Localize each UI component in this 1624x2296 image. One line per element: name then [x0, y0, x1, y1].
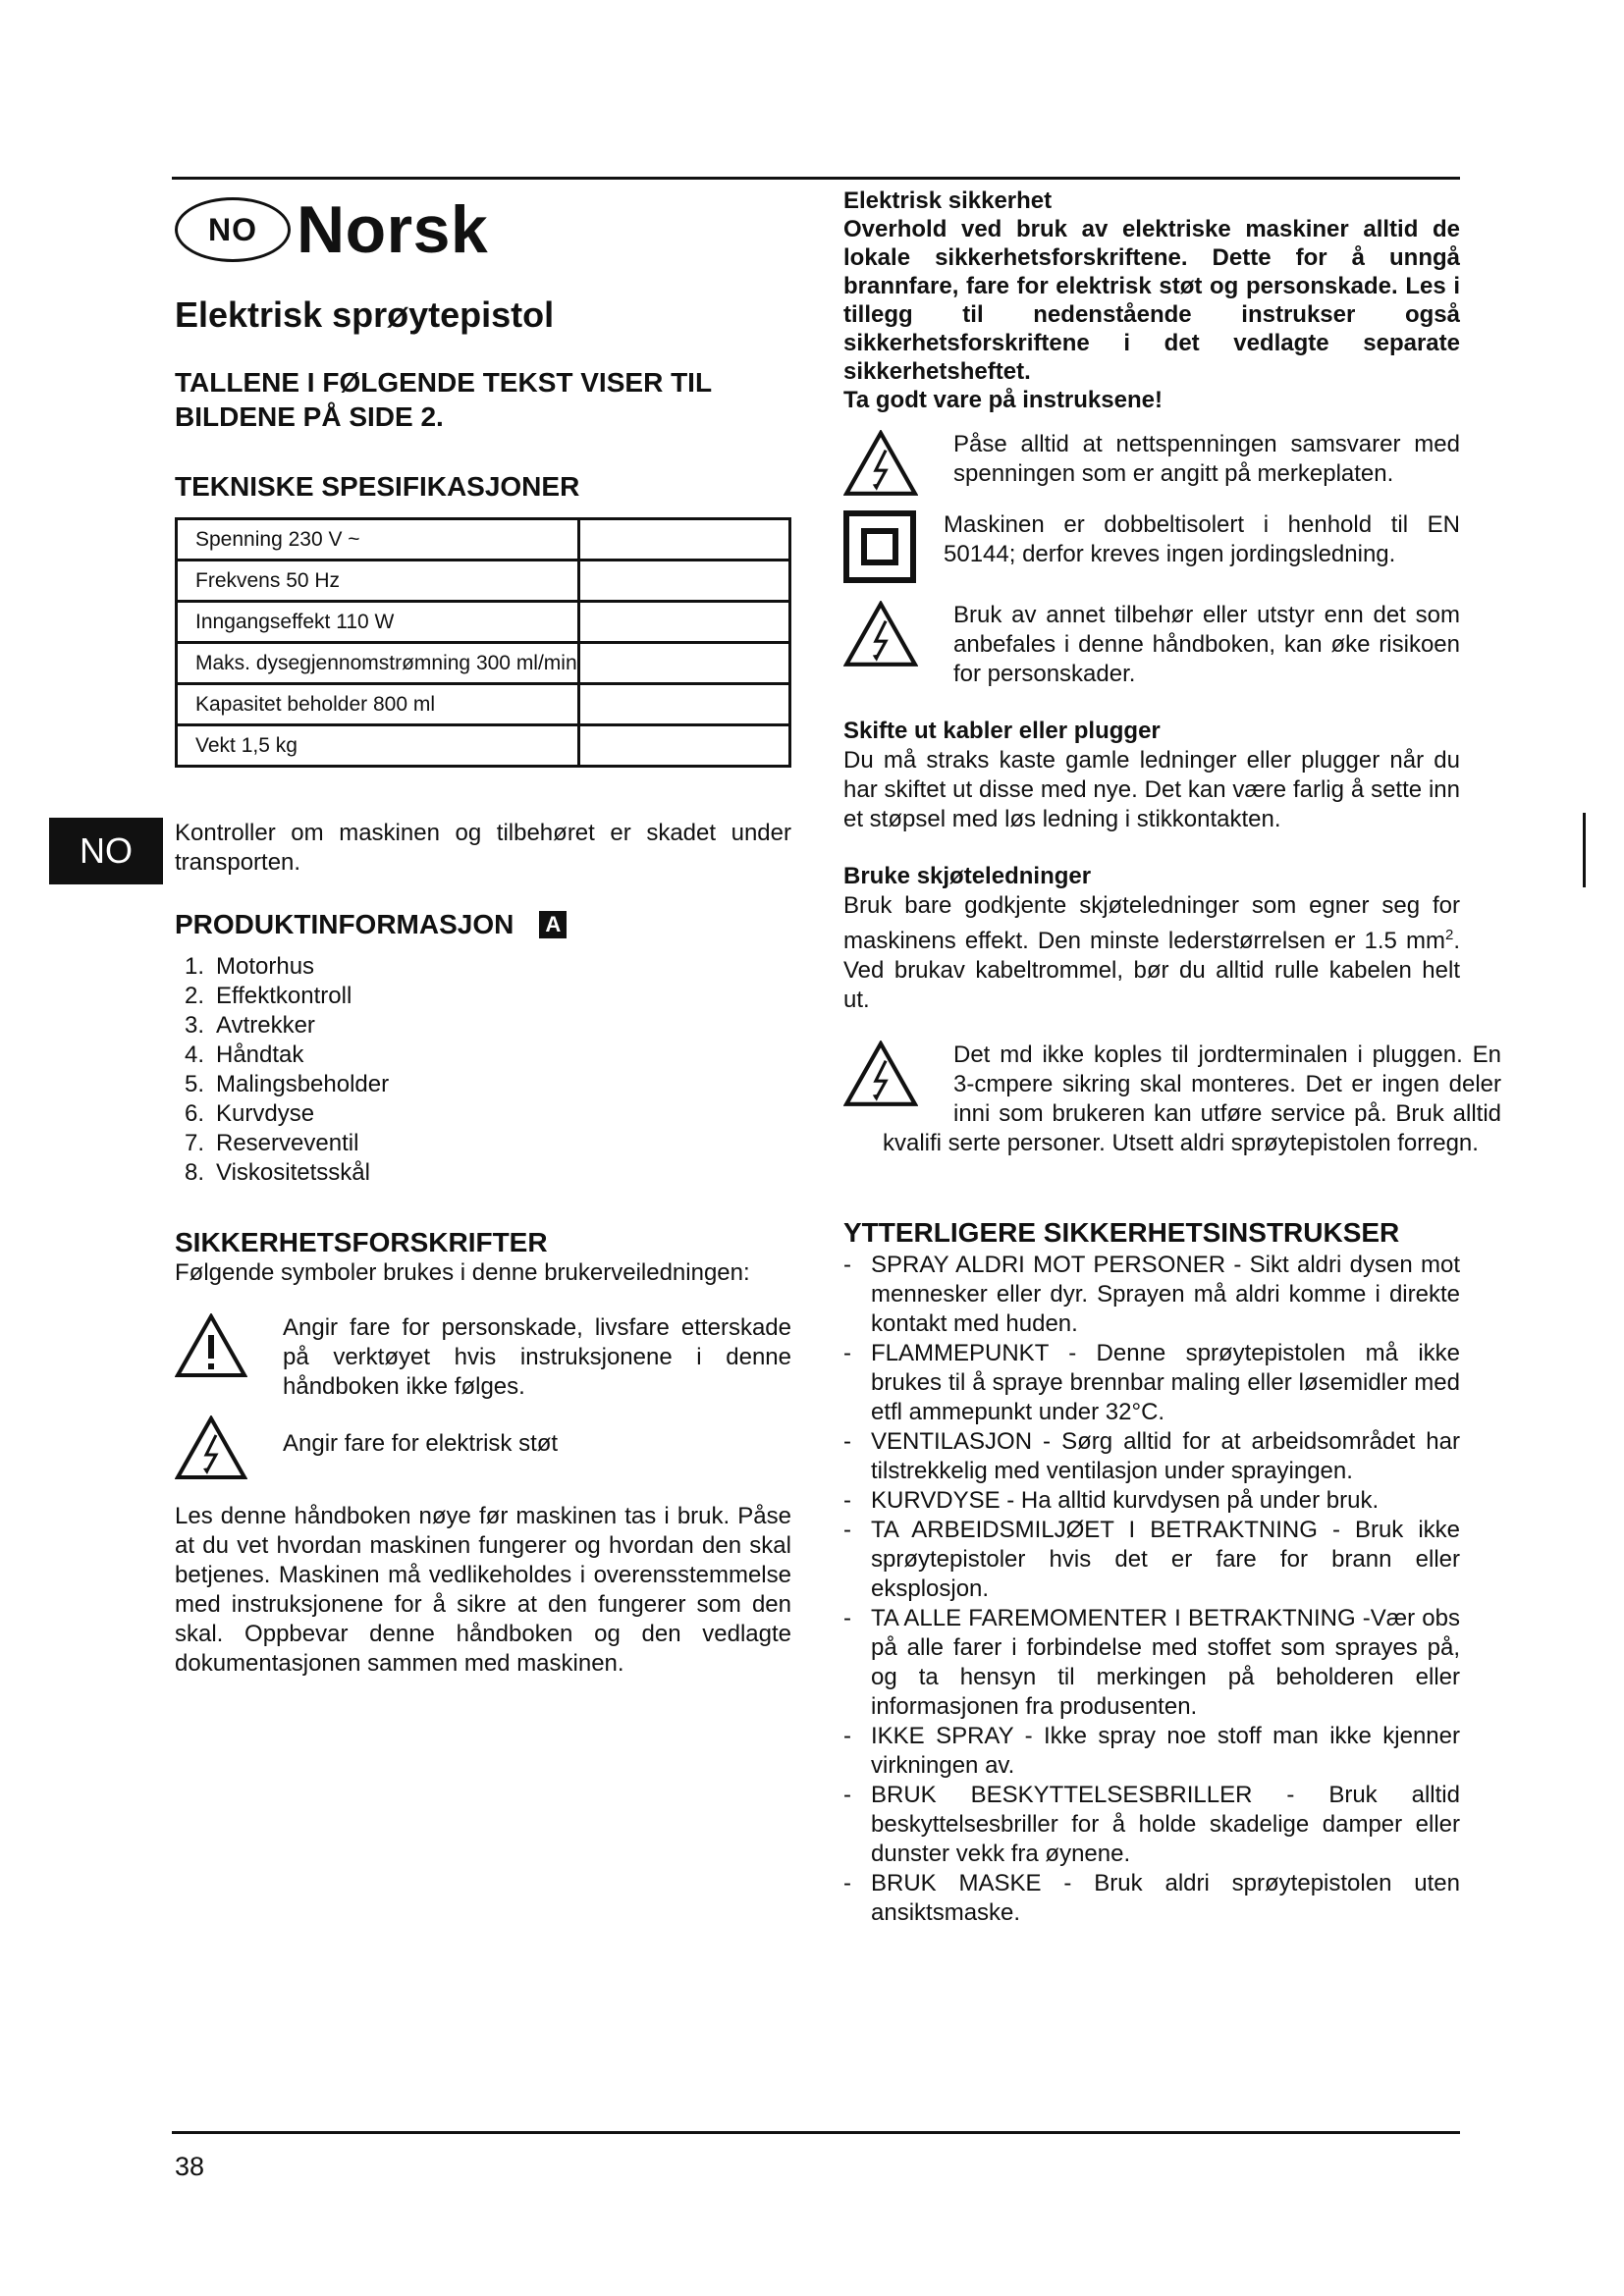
spec-cell: Kapasitet beholder 800 ml	[177, 684, 579, 725]
list-item	[843, 1486, 1460, 1516]
list-item-text: FLAMMEPUNKT - Denne sprøytepistolen må ikke brukes til å spraye brennbar maling eller løsemidler med etfl ammepunkt under 32°C.	[871, 1340, 1460, 1425]
extension-text	[843, 891, 1460, 1015]
list-item	[843, 1516, 1460, 1604]
double-insulation-icon	[843, 510, 944, 583]
item-number: 4.	[184, 1041, 204, 1068]
safety-intro: Følgende symboler brukes i denne brukerveiledningen:	[175, 1259, 750, 1286]
symbol-general-text: Angir fare for personskade, livsfare etterskade på verktøyet hvis instruksjonene i denne håndboken ikke følges.	[283, 1314, 791, 1400]
list-item	[175, 982, 791, 1011]
list-item	[843, 1869, 1460, 1928]
dash-bullet: -	[843, 1487, 851, 1514]
table-row	[177, 684, 790, 725]
spec-empty-cell	[578, 684, 789, 725]
parts-list	[175, 952, 791, 1188]
product-info-heading	[175, 909, 791, 940]
document-title: Elektrisk sprøytepistol	[175, 294, 555, 335]
list-item-text: TA ALLE FAREMOMENTER I BETRAKTNING -Vær obs på alle farer i forbindelse med stoffet som sprayes på, og ta hensyn til merkingen på beholderen eller informasjonen fra produsenten.	[871, 1605, 1460, 1720]
warn-ground-text-wrap	[883, 1041, 1501, 1158]
figure-a-badge: A	[539, 911, 567, 938]
spec-cell: Frekvens 50 Hz	[177, 561, 579, 602]
list-item-text: TA ARBEIDSMILJØET I BETRAKTNING - Bruk ikke sprøytepistoler hvis det er fare for brann eller eksplosjon.	[871, 1517, 1460, 1602]
item-label: Håndtak	[216, 1041, 304, 1068]
warning-lightning-icon	[175, 1415, 283, 1480]
warn-voltage-text: Påse alltid at nettspenningen samsvarer med spenningen som er angitt på merkeplaten.	[953, 431, 1460, 487]
extra-safety-list	[843, 1251, 1460, 1928]
bottom-rule	[172, 2131, 1460, 2134]
list-item-text: SPRAY ALDRI MOT PERSONER - Sikt aldri dysen mot mennesker eller dyr. Sprayen må aldri komme i direkte kontakt med huden.	[871, 1252, 1460, 1337]
spec-empty-cell	[578, 643, 789, 684]
spec-empty-cell	[578, 602, 789, 643]
dash-bullet: -	[843, 1517, 851, 1543]
double-insulation-row	[843, 510, 1460, 583]
symbol-row-general	[175, 1313, 791, 1402]
spec-heading: TEKNISKE SPESIFIKASJONER	[175, 471, 580, 502]
dash-bullet: -	[843, 1782, 851, 1808]
item-number: 8.	[184, 1159, 204, 1186]
warn-accessory-text: Bruk av annet tilbehør eller utstyr enn det som anbefales i denne håndboken, kan øke risikoen for personskader.	[953, 602, 1460, 687]
item-label: Avtrekker	[216, 1012, 315, 1039]
extension-heading: Bruke skjøteledninger	[843, 863, 1092, 889]
dash-bullet: -	[843, 1723, 851, 1749]
electrical-safety-heading: Elektrisk sikkerhet	[843, 187, 1053, 214]
intro-caps-note: TALLENE I FØLGENDE TEKST VISER TIL BILDENE PÅ SIDE 2.	[175, 367, 712, 432]
list-item	[175, 1129, 791, 1158]
item-number: 5.	[184, 1071, 204, 1097]
list-item	[843, 1339, 1460, 1427]
item-number: 1.	[184, 953, 204, 980]
page-number: 38	[175, 2152, 205, 2181]
spec-cell: Maks. dysegjennomstrømning 300 ml/min	[177, 643, 579, 684]
list-item-text: IKKE SPRAY - Ikke spray noe stoff man ikke kjenner virkningen av.	[871, 1723, 1460, 1779]
spec-cell: Spenning 230 V ~	[177, 519, 579, 561]
table-row	[177, 725, 790, 767]
safety-heading: SIKKERHETSFORSKRIFTER	[175, 1227, 548, 1257]
spec-empty-cell	[578, 561, 789, 602]
warn-accessory-row	[843, 601, 1460, 689]
table-row	[177, 561, 790, 602]
list-item	[175, 1099, 791, 1129]
list-item	[175, 1041, 791, 1070]
warning-lightning-icon	[843, 430, 953, 497]
warning-exclamation-icon	[175, 1313, 283, 1378]
language-side-tab: NO	[49, 818, 163, 884]
double-insulation-text: Maskinen er dobbeltisolert i henhold til EN 50144; derfor kreves ingen jordingsledning.	[944, 511, 1460, 567]
item-label: Malingsbeholder	[216, 1071, 390, 1097]
list-item	[843, 1722, 1460, 1781]
spec-empty-cell	[578, 519, 789, 561]
list-item	[843, 1251, 1460, 1339]
list-item	[843, 1781, 1460, 1869]
symbol-electric-text: Angir fare for elektrisk støt	[283, 1430, 559, 1457]
dash-bullet: -	[843, 1252, 851, 1278]
item-label: Reserveventil	[216, 1130, 359, 1156]
warning-lightning-icon	[843, 601, 953, 667]
list-item-text: BRUK MASKE - Bruk aldri sprøytepistolen uten ansiktsmaske.	[871, 1870, 1460, 1926]
item-label: Effektkontroll	[216, 983, 352, 1009]
keep-instructions-text: Ta godt vare på instruksene!	[843, 387, 1163, 413]
dash-bullet: -	[843, 1340, 851, 1366]
cables-heading: Skifte ut kabler eller plugger	[843, 718, 1161, 744]
item-number: 3.	[184, 1012, 204, 1039]
list-item-text: VENTILASJON - Sørg alltid for at arbeidsområdet har tilstrekkelig med ventilasjon under sprayingen.	[871, 1428, 1460, 1484]
product-info-title: PRODUKTINFORMASJON	[175, 909, 514, 939]
cables-text: Du må straks kaste gamle ledninger eller plugger når du har skiftet ut disse med nye. Det kan være farlig å sette inn et støpsel med løs ledning i stikkontakten.	[843, 747, 1460, 832]
warn-ground-row	[843, 1041, 1501, 1188]
list-item-text: KURVDYSE - Ha alltid kurvdysen på under bruk.	[871, 1487, 1380, 1514]
item-number: 7.	[184, 1130, 204, 1156]
table-row	[177, 519, 790, 561]
list-item	[175, 952, 791, 982]
list-item	[175, 1158, 791, 1188]
extension-text-b: . Ved brukav kabeltrommel, bør du alltid rulle kabelen helt ut.	[843, 928, 1460, 1013]
top-rule	[172, 177, 1460, 180]
float-spacer	[883, 1041, 953, 1127]
item-label: Motorhus	[216, 953, 315, 980]
symbol-row-electric	[175, 1415, 791, 1480]
language-name: Norsk	[297, 192, 489, 267]
spec-cell: Inngangseffekt 110 W	[177, 602, 579, 643]
left-column	[175, 187, 791, 1679]
item-label: Viskositetsskål	[216, 1159, 370, 1186]
electrical-safety-text: Overhold ved bruk av elektriske maskiner alltid de lokale sikkerhetsforskriftene. Dette for å unngå brannfare, fare for elektrisk støt og personskade. Les i tillegg til nedenstående instrukser også sikkerhetsforskriftene i det vedlagte separate sikkerhetsheftet.	[843, 216, 1460, 385]
extension-text-a: Bruk bare godkjente skjøteledninger som egner seg for maskinens effekt. Den minste lederstørrelsen er 1.5 mm	[843, 892, 1460, 954]
warn-ground-text: Det md ikke koples til jordterminalen i pluggen. En 3-cmpere sikring skal monteres. Det er ingen deler inni som brukeren kan utføre service på. Bruk alltid kvalifi serte personer. Utsett aldri sprøytepistolen forregn.	[883, 1041, 1501, 1156]
dash-bullet: -	[843, 1428, 851, 1455]
side-margin-bar	[1583, 813, 1586, 887]
spec-empty-cell	[578, 725, 789, 767]
dash-bullet: -	[843, 1870, 851, 1896]
list-item	[175, 1070, 791, 1099]
warn-voltage-row	[843, 430, 1460, 497]
read-manual-text: Les denne håndboken nøye før maskinen tas i bruk. Påse at du vet hvordan maskinen fungerer og hvordan den skal betjenes. Maskinen må vedlikeholdes i overensstemmelse med instruksjonene for å sikre at den fungerer som den skal. Oppbevar denne håndboken og den vedlagte dokumentasjonen sammen med maskinen.	[175, 1503, 791, 1677]
list-item	[175, 1011, 791, 1041]
language-header	[175, 188, 791, 271]
list-item-text: BRUK BESKYTTELSESBRILLER - Bruk alltid beskyttelsesbriller for å holde skadelige damper eller dunster vekk fra øynene.	[871, 1782, 1460, 1867]
extra-safety-heading: YTTERLIGERE SIKKERHETSINSTRUKSER	[843, 1217, 1400, 1248]
item-number: 2.	[184, 983, 204, 1009]
language-badge: NO	[175, 197, 291, 262]
table-row	[177, 643, 790, 684]
list-item	[843, 1604, 1460, 1722]
spec-table	[175, 517, 791, 768]
list-item	[843, 1427, 1460, 1486]
item-label: Kurvdyse	[216, 1100, 315, 1127]
spec-cell: Vekt 1,5 kg	[177, 725, 579, 767]
table-row	[177, 602, 790, 643]
right-column	[843, 187, 1501, 1928]
transport-check-text: Kontroller om maskinen og tilbehøret er skadet under transporten.	[175, 820, 791, 876]
item-number: 6.	[184, 1100, 204, 1127]
dash-bullet: -	[843, 1605, 851, 1631]
superscript: 2	[1444, 927, 1454, 943]
